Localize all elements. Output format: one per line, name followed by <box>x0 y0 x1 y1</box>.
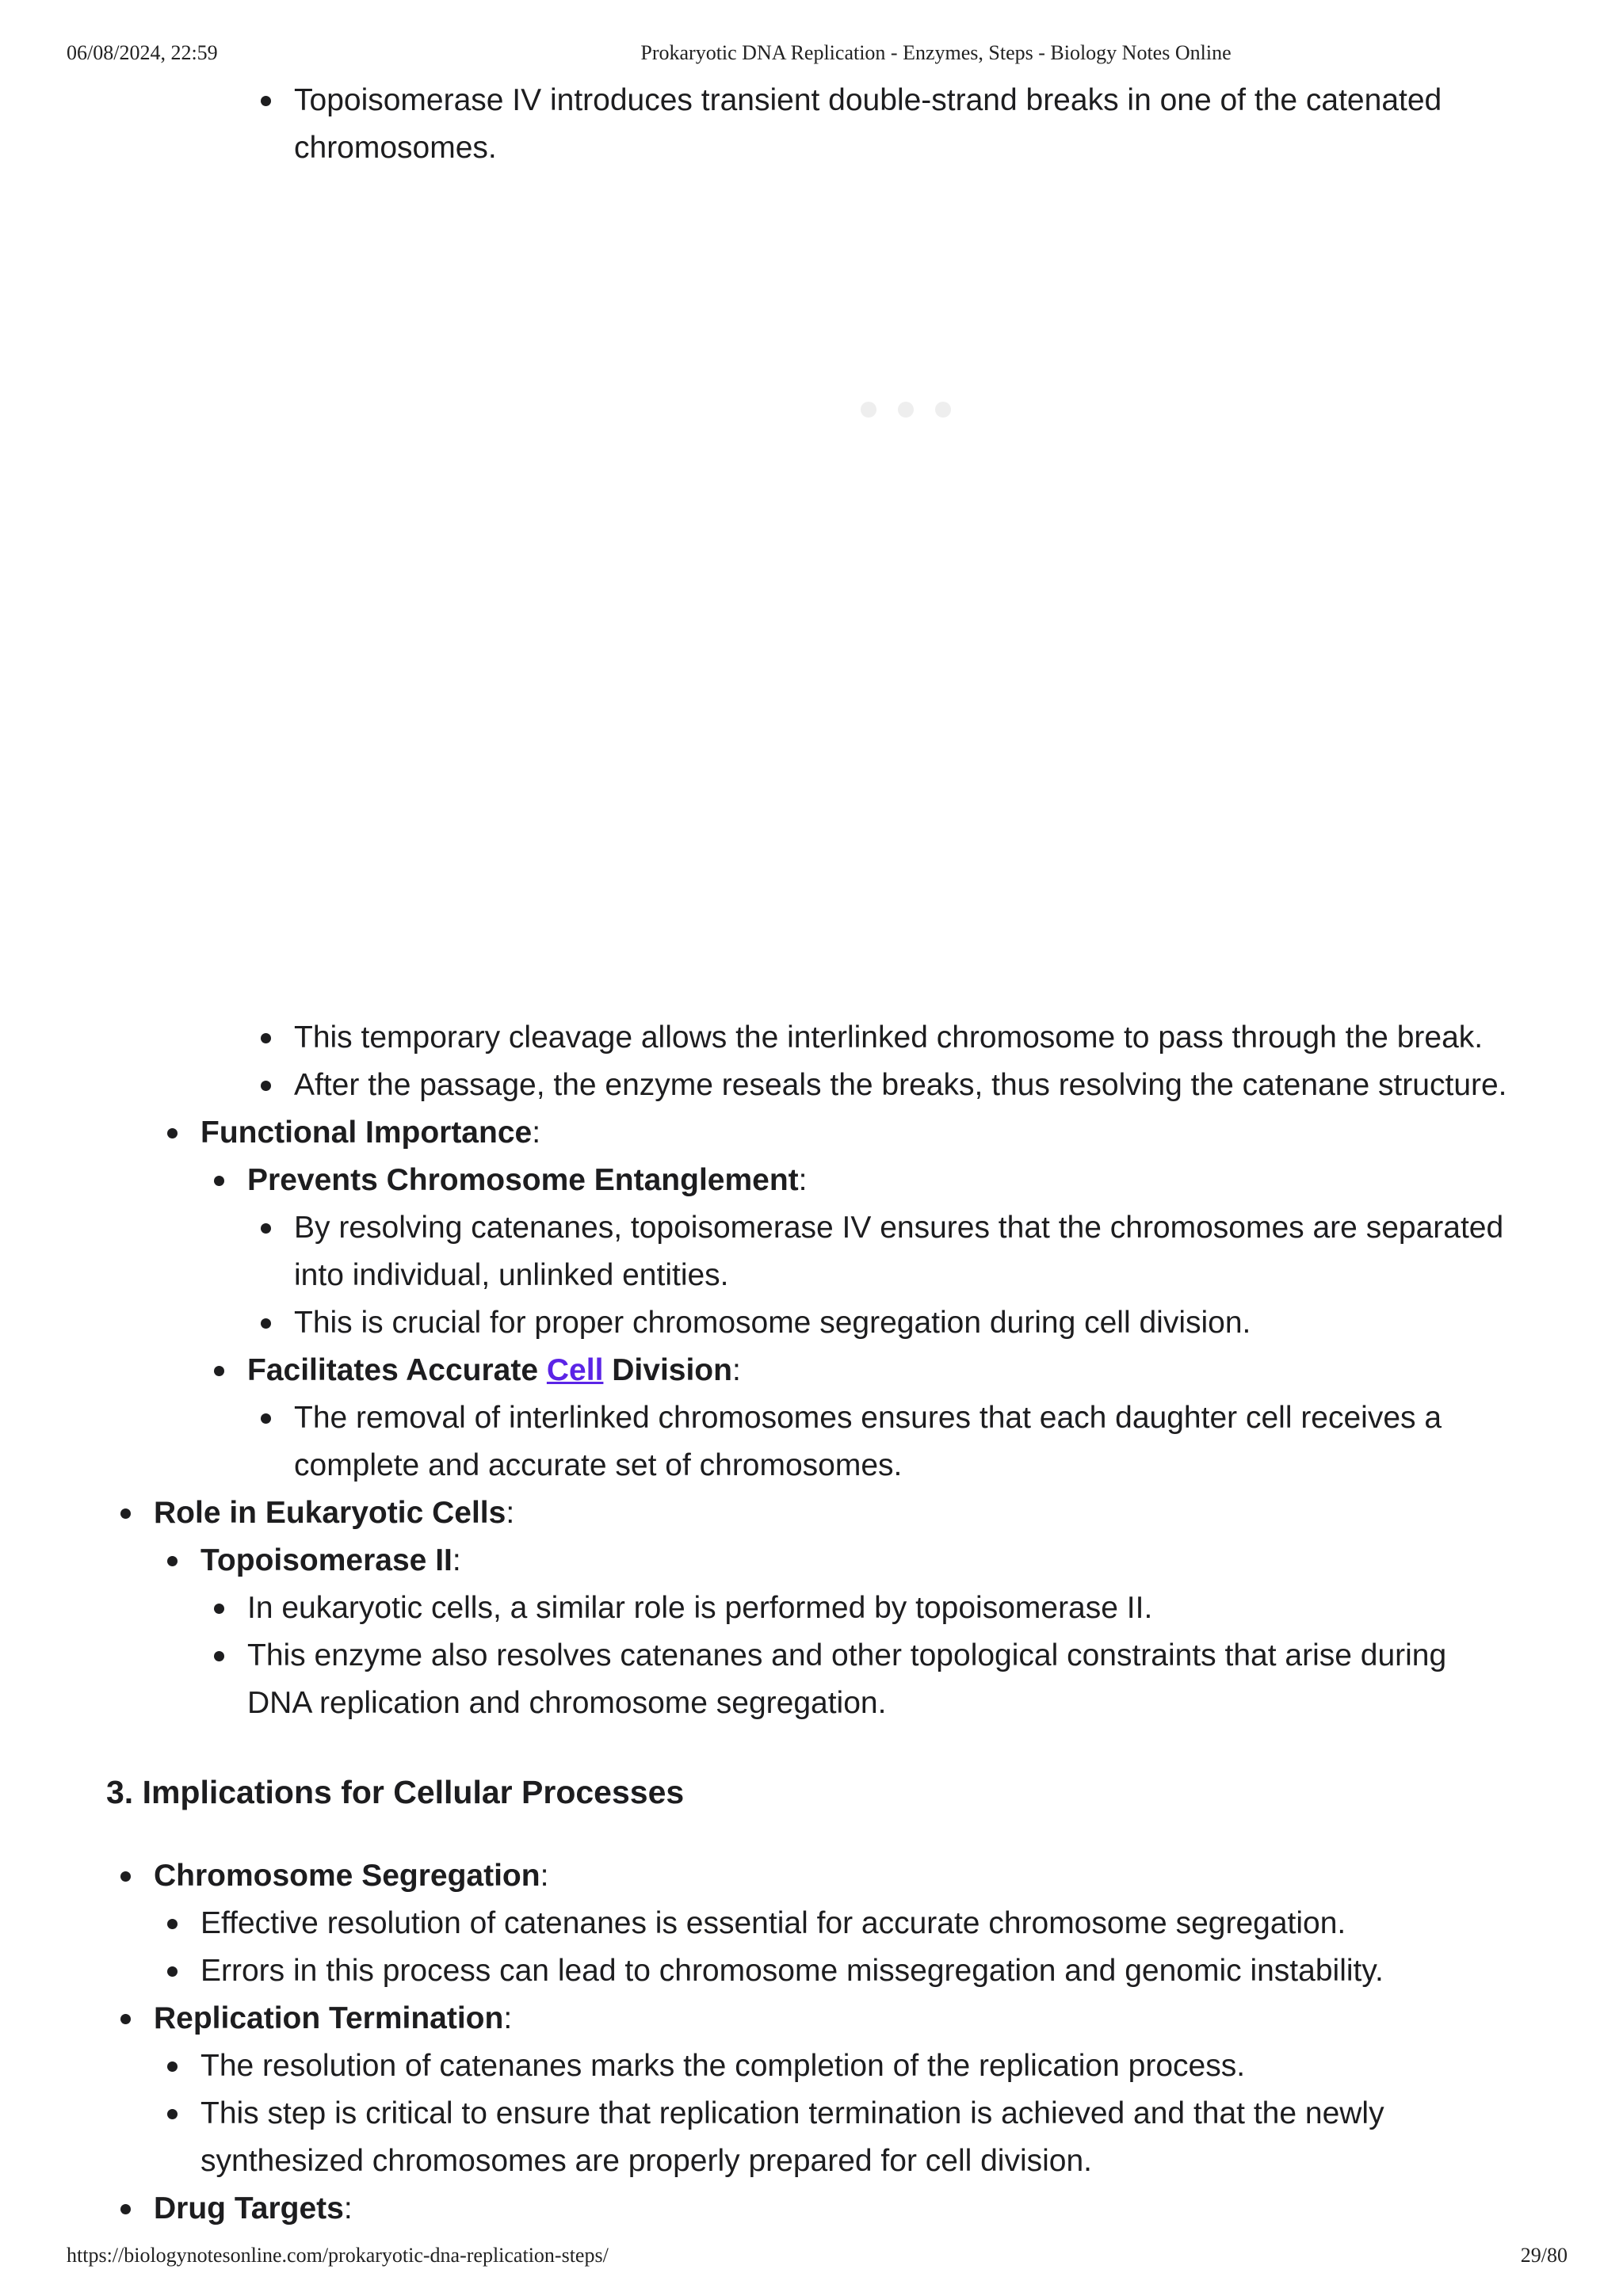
print-datetime: 06/08/2024, 22:59 <box>67 41 218 64</box>
topo-ii-label: Topoisomerase II <box>200 1543 453 1577</box>
colon: : <box>798 1163 808 1197</box>
list-item-text: By resolving catenanes, topoisomerase IV ensures that the chromosomes are separated <box>294 1211 1504 1245</box>
list-item-text: Topoisomerase IV introduces transient double-strand breaks in one of the catenated <box>294 83 1442 117</box>
prevents-entanglement-label: Prevents Chromosome Entanglement <box>247 1163 799 1197</box>
list-eukaryotic <box>154 1489 514 1537</box>
section-heading: 3. Implications for Cellular Processes <box>106 1774 685 1810</box>
list-item <box>247 1585 1547 1632</box>
colon: : <box>731 1353 741 1387</box>
print-page-title: Prokaryotic DNA Replication - Enzymes, Steps - Biology Notes Online <box>640 41 1232 64</box>
list-item-text: Errors in this process can lead to chromosome missegregation and genomic instability. <box>200 1954 1384 1988</box>
list-item <box>200 1537 461 1585</box>
list-item-text-cont: into individual, unlinked entities. <box>294 1258 729 1292</box>
colon: : <box>540 1859 549 1893</box>
colon: : <box>503 2001 513 2035</box>
facilitates-label-start: Facilitates Accurate <box>247 1353 547 1387</box>
colon: : <box>532 1116 541 1150</box>
list-item <box>294 1204 1578 1299</box>
list-prevents-items <box>294 1204 1578 1347</box>
list-mechanism <box>294 1014 1578 1109</box>
list-topo-iv-action <box>294 77 1530 172</box>
list-item <box>154 1852 548 1900</box>
list-segregation-items <box>200 1900 1548 1995</box>
list-item-text: The removal of interlinked chromosomes ensures that each daughter cell receives a <box>294 1401 1442 1435</box>
print-header <box>0 41 1623 73</box>
colon: : <box>506 1496 515 1530</box>
list-item-text: This enzyme also resolves catenanes and other topological constraints that arise during <box>247 1638 1447 1672</box>
list-item <box>247 1347 741 1394</box>
colon: : <box>452 1543 461 1577</box>
list-item <box>294 77 1530 172</box>
list-item <box>294 1394 1578 1489</box>
print-page-number: 29/80 <box>1520 2244 1568 2267</box>
list-item <box>200 2042 1548 2090</box>
list-item-text: This temporary cleavage allows the interlinked chromosome to pass through the break. <box>294 1020 1484 1055</box>
list-item <box>294 1062 1578 1109</box>
list-item-text: This step is critical to ensure that replication termination is achieved and that the newly <box>200 2096 1384 2130</box>
list-facilitates-items <box>294 1394 1578 1489</box>
list-item-text: The resolution of catenanes marks the completion of the replication process. <box>200 2049 1246 2083</box>
list-topo-ii-items <box>247 1585 1547 1727</box>
drug-targets-label: Drug Targets <box>154 2191 344 2225</box>
loading-dots-icon <box>861 402 956 421</box>
list-prevents <box>247 1157 808 1204</box>
list-termination <box>154 1995 512 2042</box>
list-item-text: This is crucial for proper chromosome segregation during cell division. <box>294 1306 1251 1340</box>
list-item <box>200 1109 540 1157</box>
print-url: https://biologynotesonline.com/prokaryotic-dna-replication-steps/ <box>67 2244 609 2267</box>
list-item-text-cont: chromosomes. <box>294 131 497 165</box>
list-item <box>247 1632 1547 1727</box>
print-footer <box>0 2244 1623 2275</box>
list-item-text: After the passage, the enzyme reseals the breaks, thus resolving the catenane structure. <box>294 1068 1507 1102</box>
termination-label: Replication Termination <box>154 2001 504 2035</box>
list-item <box>200 1900 1548 1947</box>
segregation-label: Chromosome Segregation <box>154 1859 540 1893</box>
list-item-text: In eukaryotic cells, a similar role is performed by topoisomerase II. <box>247 1591 1153 1625</box>
list-item <box>154 2185 353 2233</box>
list-item-text-cont: synthesized chromosomes are properly prepared for cell division. <box>200 2144 1093 2178</box>
cell-link[interactable]: Cell <box>546 1353 604 1387</box>
list-item-text: Effective resolution of catenanes is essential for accurate chromosome segregation. <box>200 1906 1346 1940</box>
list-functional-importance <box>200 1109 540 1157</box>
list-segregation <box>154 1852 548 1900</box>
list-item-text-cont: complete and accurate set of chromosomes. <box>294 1448 903 1482</box>
list-item <box>154 1489 514 1537</box>
list-item <box>200 1947 1548 1995</box>
list-facilitates <box>247 1347 741 1394</box>
colon: : <box>343 2191 353 2225</box>
list-item-text-cont: DNA replication and chromosome segregation. <box>247 1686 887 1720</box>
list-topo-ii <box>200 1537 461 1585</box>
list-drug-targets <box>154 2185 353 2233</box>
list-item <box>247 1157 808 1204</box>
list-item <box>200 2090 1548 2185</box>
list-termination-items <box>200 2042 1548 2185</box>
facilitates-label-end: Division <box>603 1353 732 1387</box>
list-item <box>294 1014 1578 1062</box>
list-item <box>154 1995 512 2042</box>
list-item <box>294 1299 1578 1347</box>
functional-importance-label: Functional Importance <box>200 1116 533 1150</box>
eukaryotic-label: Role in Eukaryotic Cells <box>154 1496 506 1530</box>
